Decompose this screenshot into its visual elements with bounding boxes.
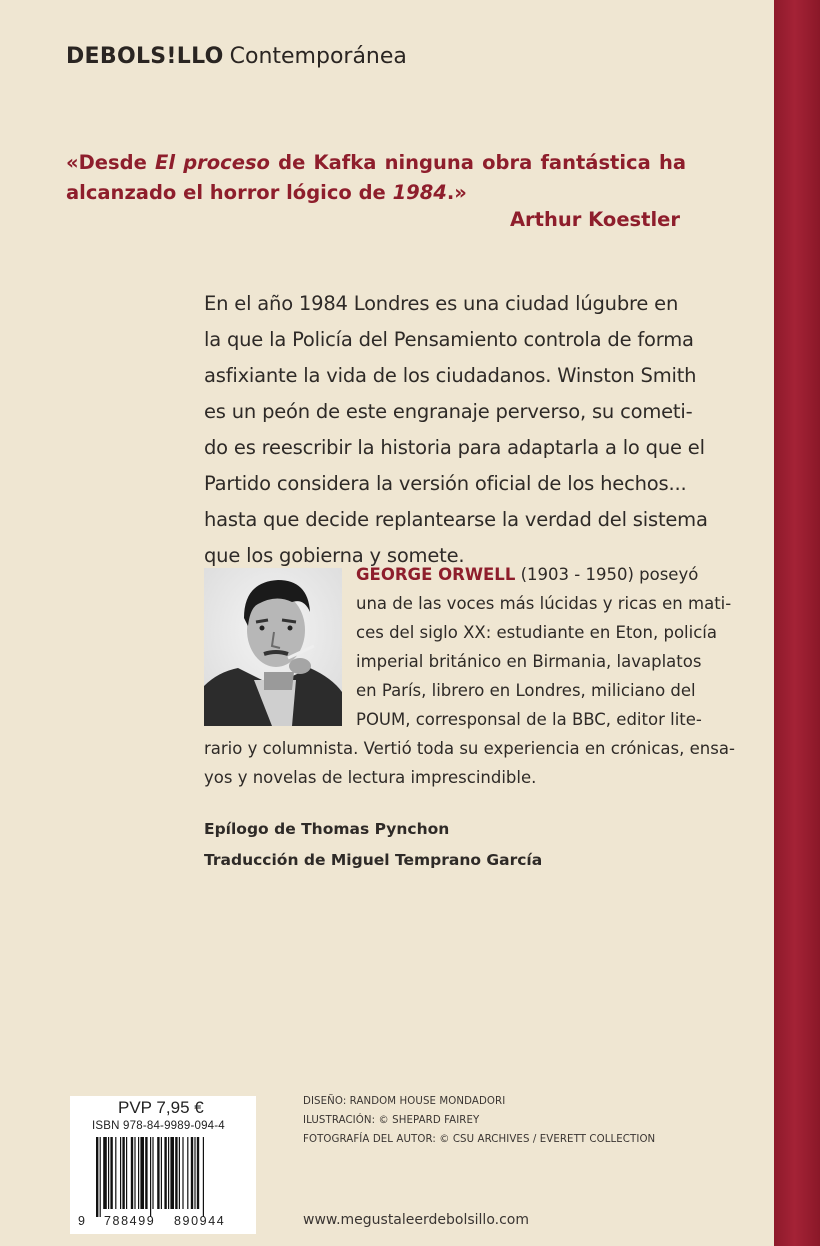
barcode-bar (197, 1137, 199, 1209)
bio-line: rario y columnista. Vertió toda su experiencia en crónicas, ensa- (204, 739, 735, 758)
author-name: GEORGE ORWELL (356, 565, 516, 584)
barcode-bar (96, 1137, 98, 1217)
barcode-bar (170, 1137, 174, 1209)
collection-name: Contemporánea (229, 44, 407, 69)
barcode-bar (203, 1137, 204, 1217)
barcode-bar (122, 1137, 124, 1209)
book-spine-edge (774, 0, 820, 1246)
publisher-brand (66, 44, 407, 69)
bio-line: imperial británico en Birmania, lavaplatos (356, 652, 702, 671)
design-credit-line: DISEÑO: RANDOM HOUSE MONDADORI (303, 1096, 506, 1107)
barcode-bar (108, 1137, 109, 1209)
barcode-bar (168, 1137, 169, 1209)
barcode-bar (131, 1137, 133, 1209)
barcode-bar (152, 1137, 153, 1209)
synopsis (204, 286, 708, 574)
synopsis-line: es un peón de este engranaje perverso, su cometi- (204, 400, 693, 423)
barcode-bar (126, 1137, 127, 1209)
barcode-bar (194, 1137, 195, 1209)
quote-author: Arthur Koestler (509, 208, 680, 231)
bio-line: en París, librero en Londres, miliciano del (356, 681, 696, 700)
synopsis-line: la que la Policía del Pensamiento controla de forma (204, 328, 694, 351)
barcode-bar (100, 1137, 101, 1217)
barcode-digit-first: 9 (78, 1214, 85, 1228)
price-label: PVP 7,95 € (118, 1098, 204, 1117)
publisher-website: www.megustaleerdebolsillo.com (303, 1212, 529, 1228)
barcode-bar (182, 1137, 183, 1209)
synopsis-line: asfixiante la vida de los ciudadanos. Winston Smith (204, 364, 697, 387)
synopsis-line: do es reescribir la historia para adaptarla a lo que el (204, 436, 705, 459)
book-credits (204, 814, 542, 876)
synopsis-line: hasta que decide replantearse la verdad del sistema (204, 508, 708, 531)
bio-line: ces del siglo XX: estudiante en Eton, policía (356, 623, 717, 642)
synopsis-line: que los gobierna y somete. (204, 544, 465, 567)
publisher-logo: DEBOLS!LLO (66, 44, 224, 69)
barcode-bar (140, 1137, 144, 1209)
barcode-bar (138, 1137, 139, 1209)
barcode-bar (103, 1137, 107, 1209)
translation-credit: Traducción de Miguel Temprano García (204, 851, 543, 869)
barcode-bar (134, 1137, 135, 1209)
barcode-bar (191, 1137, 193, 1209)
barcode-bar (179, 1137, 180, 1209)
epilogue-credit: Epílogo de Thomas Pynchon (204, 820, 450, 838)
barcode-bar (145, 1137, 147, 1209)
bio-line: yos y novelas de lectura imprescindible. (204, 768, 537, 787)
isbn-label: ISBN 978-84-9989-094-4 (92, 1120, 225, 1132)
bio-line: POUM, corresponsal de la BBC, editor lite- (356, 710, 702, 729)
barcode-digits-left: 788499 (104, 1214, 156, 1228)
barcode-bar (161, 1137, 162, 1209)
barcode-digits-right: 890944 (174, 1214, 226, 1228)
review-quote: «Desde El proceso de Kafka ninguna obra fantástica ha alcanzado el horror lógico de 1984.» (66, 151, 687, 204)
bio-line: una de las voces más lúcidas y ricas en mati- (356, 594, 732, 613)
barcode-bar (150, 1137, 151, 1217)
barcode (96, 1137, 236, 1217)
barcode-bar (115, 1137, 116, 1209)
synopsis-line: Partido considera la versión oficial de los hechos... (204, 472, 687, 495)
synopsis-line: En el año 1984 Londres es una ciudad lúgubre en (204, 292, 679, 315)
bio-first-line: GEORGE ORWELL (1903 - 1950) poseyó (356, 565, 699, 584)
design-credit-line: ILUSTRACIÓN: © SHEPARD FAIREY (303, 1115, 480, 1126)
barcode-bar (120, 1137, 121, 1209)
author-bio (204, 560, 735, 792)
design-credits (303, 1092, 655, 1149)
barcode-bar (175, 1137, 177, 1209)
barcode-bar (187, 1137, 188, 1209)
barcode-bar (157, 1137, 159, 1209)
barcode-bar (164, 1137, 166, 1209)
design-credit-line: FOTOGRAFÍA DEL AUTOR: © CSU ARCHIVES / EVERETT COLLECTION (303, 1134, 656, 1145)
price-barcode-label (70, 1096, 256, 1234)
barcode-bar (110, 1137, 112, 1209)
